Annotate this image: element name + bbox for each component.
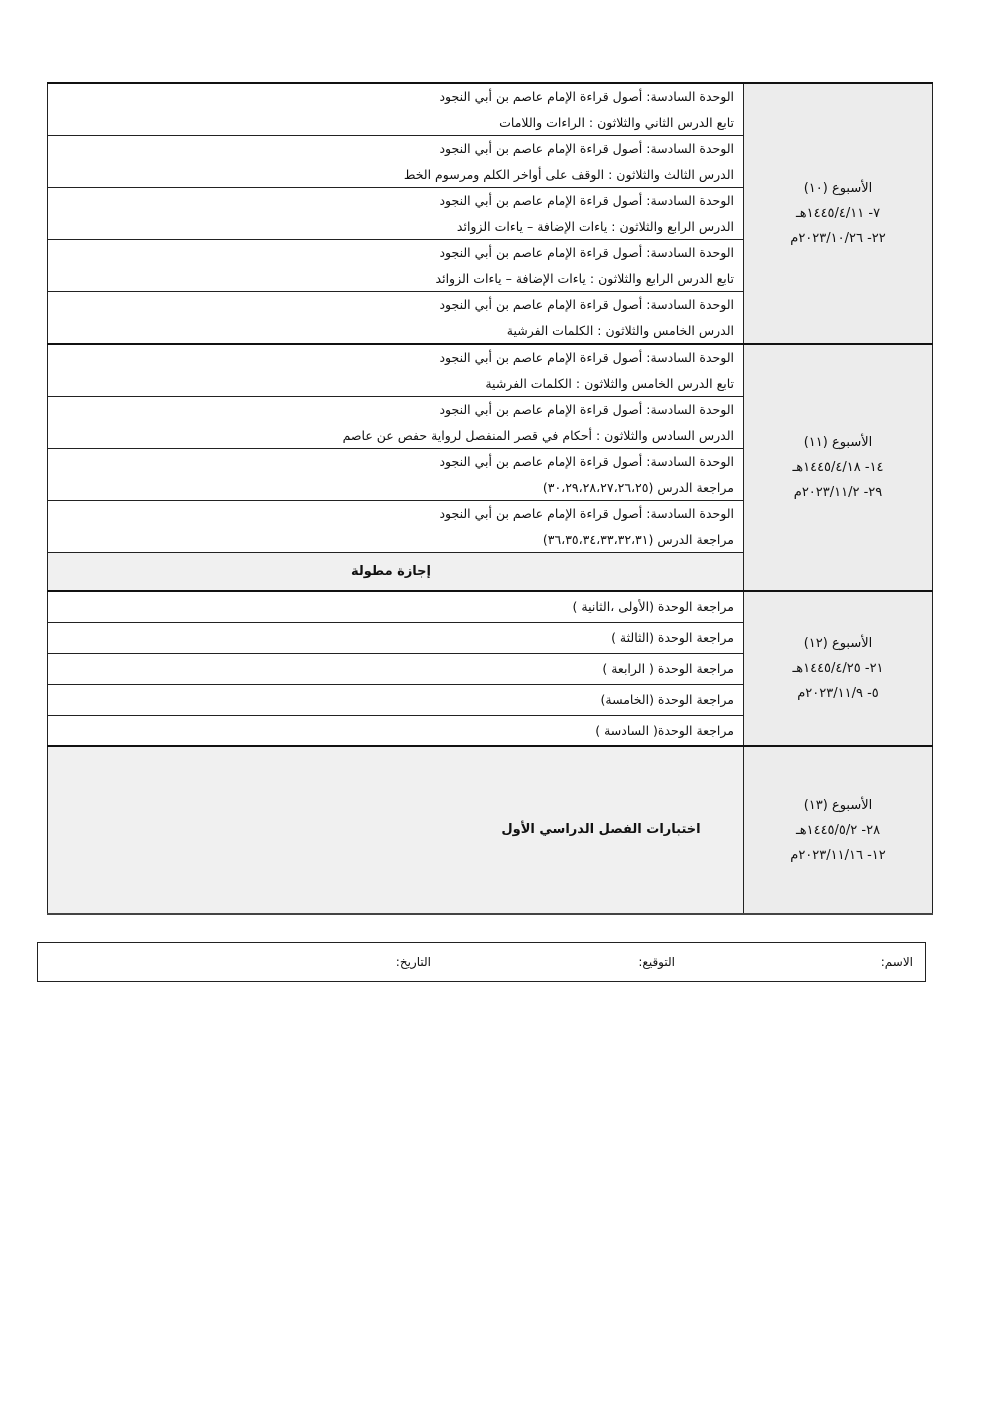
exam-cell: اختبارات الفصل الدراسي الأول [48, 746, 744, 914]
hijri-date: ٢٨- ١٤٤٥/٥/٢هـ [795, 822, 881, 838]
lesson-title: مراجعة الدرس (٣٦،٣٥،٣٤،٣٣،٣٢،٣١) [542, 531, 734, 547]
table-row [48, 344, 933, 397]
week-label: الأسبوع (١٢) [803, 636, 873, 651]
unit-title: الوحدة السادسة: أصول قراءة الإمام عاصم بن أبي النجود [439, 89, 734, 104]
table-row [48, 591, 933, 622]
lesson-cell [48, 136, 744, 188]
week-cell-13 [744, 746, 933, 914]
review-cell: مراجعة الوحدة ( الرابعة ) [48, 653, 744, 684]
signature-label: التوقيع: [638, 955, 675, 969]
week-label: الأسبوع (١٣) [803, 797, 873, 813]
hijri-date: ١٤- ١٤٤٥/٤/١٨هـ [792, 460, 884, 475]
gregorian-date: ٢٢- ٢٠٢٣/١٠/٢٦م [790, 231, 886, 246]
gregorian-date: ١٢- ٢٠٢٣/١١/١٦م [790, 847, 886, 863]
unit-title: الوحدة السادسة: أصول قراءة الإمام عاصم بن أبي النجود [439, 193, 734, 208]
table-row [48, 746, 933, 914]
lesson-title: الدرس الرابع والثلاثون : ياءات الإضافة – ياءات الزوائد [456, 218, 734, 234]
lesson-title: الدرس الثالث والثلاثون : الوقف على أواخر الكلم ومرسوم الخط [403, 166, 734, 182]
gregorian-date: ٢٩- ٢٠٢٣/١١/٢م [793, 485, 883, 500]
week-cell-12 [744, 591, 933, 746]
lesson-title: مراجعة الدرس (٣٠،٢٩،٢٨،٢٧،٢٦،٢٥) [542, 479, 734, 495]
unit-title: الوحدة السادسة: أصول قراءة الإمام عاصم بن أبي النجود [439, 245, 734, 260]
lesson-cell [48, 188, 744, 240]
lesson-cell [48, 501, 744, 553]
week-label: الأسبوع (١٠) [803, 181, 873, 196]
lesson-title: تابع الدرس الخامس والثلاثون : الكلمات الفرشية [485, 375, 734, 391]
hijri-date: ٢١- ١٤٤٥/٤/٢٥هـ [792, 661, 884, 676]
signature-footer [37, 942, 926, 982]
gregorian-date: ٥- ٢٠٢٣/١١/٩م [797, 686, 879, 701]
week-label: الأسبوع (١١) [803, 435, 873, 450]
lesson-title: تابع الدرس الرابع والثلاثون : ياءات الإضافة – ياءات الزوائد [435, 270, 734, 286]
unit-title: الوحدة السادسة: أصول قراءة الإمام عاصم بن أبي النجود [439, 141, 734, 156]
review-cell: مراجعة الوحدة (الخامسة) [48, 684, 744, 715]
lesson-cell [48, 240, 744, 292]
unit-title: الوحدة السادسة: أصول قراءة الإمام عاصم بن أبي النجود [439, 297, 734, 312]
lesson-cell [48, 397, 744, 449]
review-cell: مراجعة الوحدة (الأولى ،الثانية ) [48, 591, 744, 622]
lesson-title: الدرس الخامس والثلاثون : الكلمات الفرشية [506, 322, 734, 338]
unit-title: الوحدة السادسة: أصول قراءة الإمام عاصم بن أبي النجود [439, 350, 734, 365]
name-label: الاسم: [880, 955, 913, 969]
lesson-cell [48, 449, 744, 501]
lesson-title: الدرس السادس والثلاثون : أحكام في قصر المنفصل لرواية حفص عن عاصم [342, 427, 734, 443]
table-row [48, 83, 933, 136]
hijri-date: ٧- ١٤٤٥/٤/١١هـ [795, 206, 881, 221]
lesson-cell [48, 83, 744, 136]
weekly-schedule-table [47, 82, 933, 915]
holiday-cell: إجازة مطولة [48, 553, 744, 592]
date-label: التاريخ: [395, 955, 431, 969]
unit-title: الوحدة السادسة: أصول قراءة الإمام عاصم بن أبي النجود [439, 506, 734, 521]
unit-title: الوحدة السادسة: أصول قراءة الإمام عاصم بن أبي النجود [439, 402, 734, 417]
review-cell: مراجعة الوحدة( السادسة ) [48, 715, 744, 746]
week-cell-10 [744, 83, 933, 344]
week-cell-11 [744, 344, 933, 591]
lesson-cell [48, 344, 744, 397]
lesson-title: تابع الدرس الثاني والثلاثون : الراءات واللامات [499, 114, 734, 130]
lesson-cell [48, 292, 744, 345]
review-cell: مراجعة الوحدة (الثالثة ) [48, 622, 744, 653]
unit-title: الوحدة السادسة: أصول قراءة الإمام عاصم بن أبي النجود [439, 454, 734, 469]
